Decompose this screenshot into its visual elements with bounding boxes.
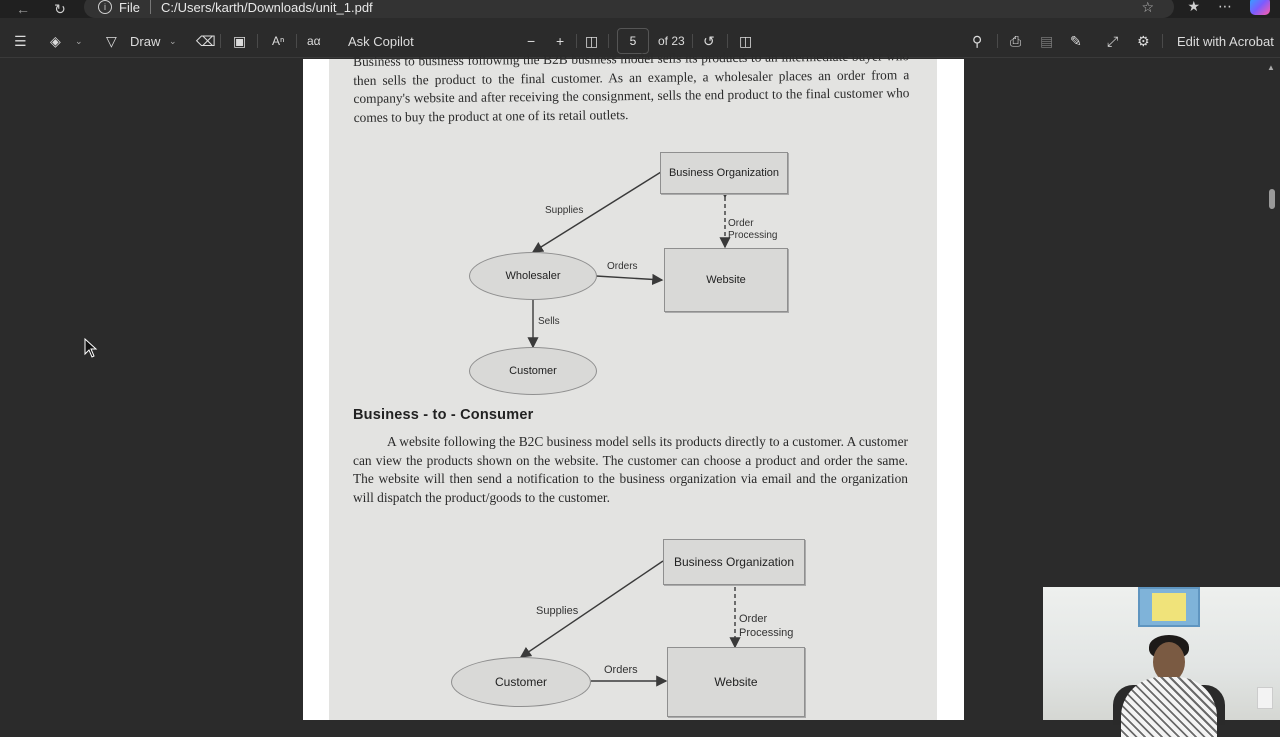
toolbar-divider <box>692 34 693 48</box>
wall-socket <box>1257 687 1273 709</box>
scroll-up-icon[interactable]: ▲ <box>1267 63 1275 72</box>
webcam-overlay <box>1043 587 1280 720</box>
processing-label: Processing <box>728 230 778 241</box>
url-text[interactable]: C:/Users/karth/Downloads/unit_1.pdf <box>160 0 373 15</box>
supplies-label-2: Supplies <box>536 605 579 617</box>
scrollbar-thumb[interactable] <box>1269 189 1275 209</box>
star-icon[interactable]: ☆ <box>1141 0 1154 15</box>
info-icon[interactable]: i <box>98 0 112 14</box>
more-icon[interactable]: ⋯ <box>1218 0 1232 14</box>
sells-label: Sells <box>538 316 560 327</box>
orders-label: Orders <box>607 261 638 272</box>
business-organization-box: Business Organization <box>660 152 788 194</box>
presenter-body <box>1121 677 1217 737</box>
favorites-icon[interactable]: ★ <box>1187 0 1200 14</box>
url-scheme-label: File <box>119 0 140 15</box>
pdf-page <box>303 48 964 720</box>
toolbar-divider <box>220 34 221 48</box>
b2c-paragraph: A website following the B2C business model sells its products directly to a customer. A customer can view the products shown on the website. The customer can choose a product and order the same. The website will then send a notification to the business organization via email and the organization will dispatch the product/goods to the customer. <box>353 434 908 505</box>
read-aloud-icon[interactable]: Aⁿ <box>272 34 285 48</box>
text-box-icon[interactable]: ▣ <box>233 32 247 49</box>
website-box: Website <box>664 248 788 312</box>
orders-arrow <box>596 276 662 280</box>
processing-label-2: Processing <box>739 627 794 639</box>
ask-copilot-button[interactable]: Ask Copilot <box>348 33 414 49</box>
diagram-arrows <box>329 59 937 720</box>
b2b-paragraph: Business to business following the B2B business model sells its products to an intermediate buyer who then sells the product to the final customer. As an example, a wholesaler places an order from a company's website and after receiving the consignment, sells the end product to the final customer who comes to buy the product at one of its retail outlets. <box>353 48 910 125</box>
toolbar-divider <box>296 34 297 48</box>
toolbar-divider <box>1162 34 1163 48</box>
fullscreen-icon[interactable]: ⤢ <box>1107 32 1119 49</box>
page-view-icon[interactable]: ◫ <box>739 32 753 49</box>
browser-actions <box>1187 0 1280 15</box>
presenter-face <box>1153 642 1185 682</box>
contents-list-icon[interactable]: ☰ <box>14 32 27 49</box>
orders-label-2: Orders <box>604 664 638 676</box>
draw-dropdown-chevron-icon[interactable]: ⌄ <box>169 35 177 46</box>
highlight-icon[interactable]: ◈ <box>50 32 61 49</box>
zoom-out-icon[interactable]: − <box>527 33 536 49</box>
search-icon[interactable]: ⚲ <box>972 32 983 49</box>
scanned-page-image <box>329 48 937 720</box>
website-box-2: Website <box>667 647 805 717</box>
eraser-icon[interactable]: ⌫ <box>196 32 216 49</box>
highlight-dropdown-chevron-icon[interactable]: ⌄ <box>75 35 83 46</box>
draw-button[interactable]: Draw <box>130 33 161 49</box>
wholesaler-ellipse: Wholesaler <box>469 252 597 300</box>
section-heading: Business - to - Consumer <box>353 407 534 423</box>
edit-with-acrobat-button[interactable]: Edit with Acrobat <box>1177 33 1274 49</box>
supplies-label: Supplies <box>545 205 584 216</box>
refresh-icon[interactable]: ↻ <box>54 0 66 17</box>
address-bar[interactable] <box>84 0 1174 18</box>
draw-pen-icon[interactable]: ▽ <box>106 32 117 49</box>
toolbar-divider <box>727 34 728 48</box>
copilot-icon[interactable] <box>1250 0 1270 15</box>
back-arrow-icon[interactable]: ← <box>16 1 30 17</box>
mouse-cursor-icon <box>84 338 98 358</box>
toolbar-divider <box>997 34 998 48</box>
browser-address-bar <box>0 0 1280 18</box>
fit-page-icon[interactable]: ◫ <box>585 32 599 49</box>
wall-poster <box>1138 587 1200 627</box>
business-organization-box-2: Business Organization <box>663 539 805 585</box>
translate-icon[interactable]: aα <box>307 34 321 48</box>
zoom-in-icon[interactable]: + <box>556 33 565 49</box>
settings-gear-icon[interactable]: ⚙ <box>1137 32 1150 49</box>
toolbar-divider <box>608 34 609 48</box>
save-icon[interactable]: ▤ <box>1040 32 1054 49</box>
customer-ellipse: Customer <box>469 347 597 395</box>
save-as-icon[interactable]: ✎ <box>1070 32 1082 49</box>
order-label-2: Order <box>739 613 768 625</box>
print-icon[interactable]: ⎙ <box>1010 32 1022 49</box>
rotate-icon[interactable]: ↺ <box>703 32 715 49</box>
order-label: Order <box>728 218 754 229</box>
toolbar-divider <box>576 34 577 48</box>
customer-ellipse-2: Customer <box>451 657 591 707</box>
page-total-label: of 23 <box>658 34 685 48</box>
toolbar-divider <box>257 34 258 48</box>
url-separator <box>150 0 151 14</box>
